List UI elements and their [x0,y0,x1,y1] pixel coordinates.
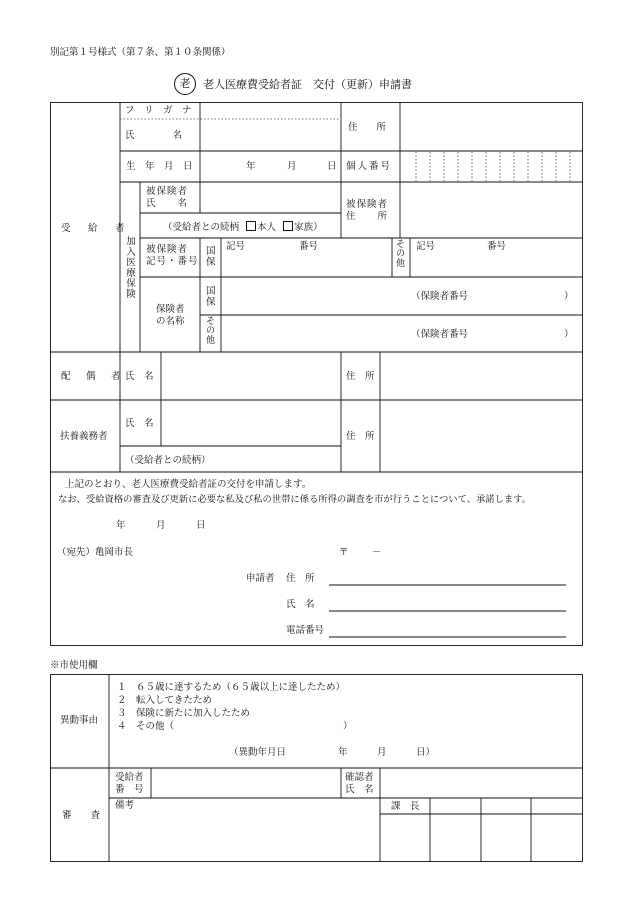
relation-family-checkbox[interactable] [283,221,293,231]
change-date-year: 年 [338,747,348,758]
declaration-line-1: 上記のとおり、老人医療費受給者証の交付を申請します。 [65,479,312,490]
application-date-year: 年 [116,520,126,531]
insured-name-label: 被保険者 氏 名 [146,186,189,209]
reason-4-close-paren: ） [343,721,353,732]
remarks-input[interactable] [111,812,378,860]
change-date-label: （異動年月日 [229,747,287,758]
furigana-input[interactable] [202,104,338,117]
insurer-number-label-1: （保険者番号 [411,291,469,302]
recipient-number-label: 受給者 番 号 [115,772,144,796]
form-reference: 別記第１号様式（第７条、第１０条関係） [50,47,231,58]
confirmer-name-input[interactable] [382,770,580,796]
elderly-circle-mark: 老 [174,73,196,95]
dob-input[interactable] [202,153,338,180]
change-date-day: 日） [416,747,436,758]
change-reason-label: 異動事由 [60,715,99,726]
spouse-address-input[interactable] [382,354,580,398]
stamp-box-2[interactable] [432,816,479,860]
insured-address-input[interactable] [402,184,580,236]
furigana-label: フ リ ガ ナ [125,105,192,116]
reason-3: ３ 保険に新たに加入したため [117,708,251,719]
supporter-section-label: 扶養義務者 [60,431,108,442]
supporter-relation-input[interactable] [122,448,339,470]
sonota-label-2: そ の 他 [206,317,216,346]
form-title: 老人医療費受給者証 交付（更新）申請書 [203,78,412,91]
dob-year: 年 [246,161,256,172]
applicant-name-label: 氏 名 [286,599,315,610]
spouse-name-input[interactable] [163,354,339,398]
stamp-box-3[interactable] [483,816,529,860]
supporter-relation-label: （受給者との続柄） [125,455,211,466]
relation-prefix: （受給者との続柄 [163,222,240,233]
supporter-address-label: 住 所 [346,431,375,442]
insurer-name-label: 保険者 の名称 [156,304,185,327]
city-use-label: ※市使用欄 [50,660,98,671]
individual-number-input[interactable] [402,153,580,180]
confirmer-name-label: 確認者 氏 名 [345,772,374,796]
individual-number-label: 個人番号 [346,161,393,172]
spouse-name-label: 氏 名 [125,371,154,382]
number-label-2: 番号 [487,241,507,252]
supporter-name-input[interactable] [163,402,339,444]
recipient-number-input[interactable] [153,770,339,796]
application-date-month: 月 [156,520,166,531]
number-label-1: 番号 [299,241,319,252]
section-chief-stamp[interactable] [382,816,428,860]
other-insurer-input[interactable] [223,317,580,350]
applicant-phone-label: 電話番号 [286,625,325,636]
applicant-name-input[interactable] [330,594,566,610]
change-date-month: 月 [377,747,387,758]
application-date-day: 日 [196,520,206,531]
sign-label-2: 記号 [416,241,436,252]
supporter-name-label: 氏 名 [125,418,154,429]
dob-day: 日 [327,161,337,172]
address-label: 住 所 [348,122,387,133]
supporter-address-input[interactable] [382,402,580,470]
other-sign-number-input[interactable] [412,240,580,275]
relation-self-label: 本人 [257,222,277,233]
kokuho-label-2: 国 保 [206,286,216,309]
addressee: （宛先）亀岡市長 [57,547,134,558]
applicant-address-input[interactable] [330,568,566,584]
declaration-line-2: なお、受給資格の審査及び更新に必要な私及び私の世帯に係る所得の調査を市が行うことについて、承諾します。 [58,494,532,505]
stamp-box-4[interactable] [533,816,580,860]
postal-mark: 〒 [339,547,349,558]
postal-dash: － [372,547,382,558]
insurer-number-label-2: （保険者番号 [411,329,469,340]
reason-4: ４ その他（ [117,721,175,732]
close-paren-2: ） [564,329,574,340]
section-chief-label: 課 長 [391,801,420,812]
applicant-address-label: 住 所 [286,573,315,584]
recipient-section-label: 受 給 者 [61,223,129,234]
reason-1: １ ６５歳に達するため（６５歳以上に達したため） [117,682,346,693]
remarks-label: 備考 [115,800,135,811]
relation-line [163,221,323,233]
insured-address-label: 被保険者 住 所 [346,199,389,222]
spouse-section-label: 配 偶 者 [61,371,124,382]
kokuho-sign-number-input[interactable] [223,240,390,275]
relation-family-label: 家族） [294,222,323,233]
relation-self-checkbox[interactable] [246,221,256,231]
dob-label: 生 年 月 日 [126,161,193,172]
insured-name-input[interactable] [202,184,338,211]
insured-sign-label: 被保険者 記号・番号 [146,244,199,267]
reason-2: ２ 転入してきたため [117,695,213,706]
close-paren-1: ） [564,291,574,302]
address-input[interactable] [402,104,580,149]
applicant-label: 申請者 [246,573,275,584]
insurance-vertical-label: 加入医療保険 [123,236,135,299]
review-label: 審 査 [62,810,101,821]
sonota-label-1: そ の 他 [396,240,406,269]
dob-month: 月 [287,161,297,172]
name-label: 氏 名 [125,130,183,141]
name-input[interactable] [202,121,338,149]
spouse-address-label: 住 所 [346,371,375,382]
applicant-phone-input[interactable] [330,620,566,636]
sign-label-1: 記号 [226,241,246,252]
kokuho-insurer-input[interactable] [223,279,580,313]
kokuho-label-1: 国 保 [206,246,216,269]
